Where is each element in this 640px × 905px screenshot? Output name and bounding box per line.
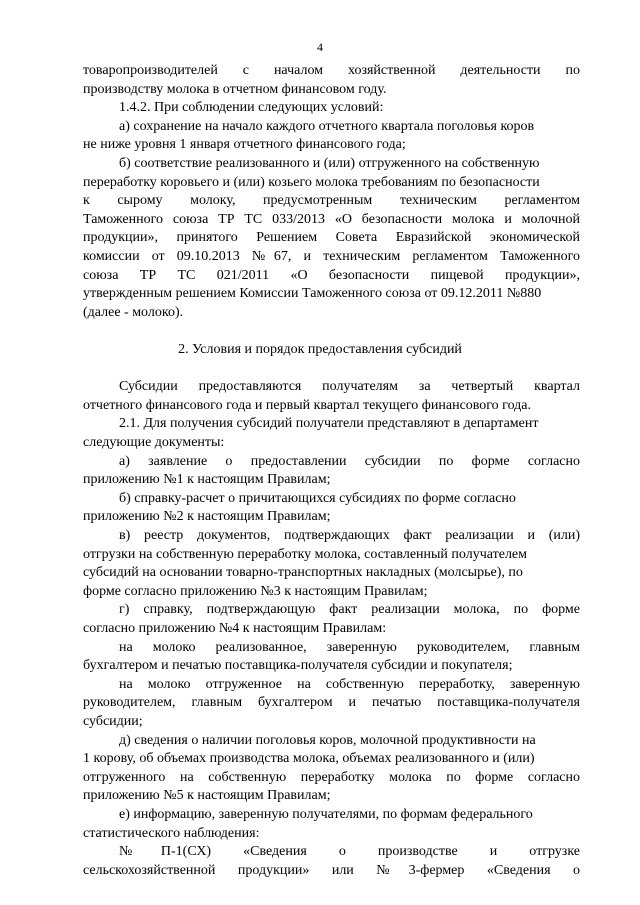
text-line: союза ТР ТС 021/2011 «О безопасности пищевой продукции»,: [83, 267, 580, 283]
text-line: №П-1(СХ) «Сведения о производстве и отгрузке: [119, 844, 580, 860]
text-line: е) информацию, заверенную получателями, по формам федерального: [119, 807, 533, 822]
text-line: комиссии от 09.10.2013 №67, и техническим регламентом Таможенного: [83, 249, 580, 264]
text-line: к сырому молоку, предусмотренным техническим регламентом: [83, 193, 580, 209]
text-line: на молоко отгруженное на собственную переработку, заверенную: [119, 676, 580, 692]
text-line: в) реестр документов, подтверждающих факт реализации и (или): [119, 528, 580, 543]
text-line: производству молока в отчетном финансовом году.: [83, 81, 387, 97]
text-line: статистического наблюдения:: [83, 825, 260, 841]
text-line: не ниже уровня 1 января отчетного финансового года;: [83, 137, 406, 153]
text-line: субсидии;: [83, 714, 143, 729]
text-line: субсидий на основании товарно-транспортных накладных (молсырье), по: [83, 565, 523, 581]
text-line: а) сохранение на начало каждого отчетного квартала поголовья коров: [119, 118, 535, 134]
text-line: продукции», принятого Решением Совета Евразийской экономической: [83, 230, 580, 246]
section-heading: 2. Условия и порядок предоставления субсидий: [178, 342, 462, 357]
text-line: б) соответствие реализованного и (или) отгруженного на собственную: [119, 156, 540, 171]
text-line: 2.1. Для получения субсидий получатели представляют в департамент: [119, 416, 539, 432]
text-line: следующие документы:: [83, 435, 225, 450]
text-line: приложению №1 к настоящим Правилам;: [83, 472, 331, 488]
text-line: д) сведения о наличии поголовья коров, молочной продуктивности на: [119, 732, 536, 748]
text-line: приложению №2 к настоящим Правилам;: [83, 509, 331, 525]
text-line: а) заявление о предоставлении субсидии по форме согласно: [119, 453, 580, 469]
text-line: утвержденным решением Комиссии Таможенного союза от 09.12.2011 №880: [83, 286, 542, 302]
page-number: 4: [317, 40, 323, 54]
text-line: приложению №5 к настоящим Правилам;: [83, 788, 331, 804]
text-line: Таможенного союза ТР ТС 033/2013 «О безопасности молока и молочной: [83, 211, 580, 227]
text-line: Субсидии предоставляются получателям за четвертый квартал: [119, 379, 580, 395]
text-line: отгруженного на собственную переработку молока по форме согласно: [83, 769, 580, 785]
text-line: переработку коровьего и (или) козьего молока требованиям по безопасности: [83, 174, 540, 190]
text-line: товаропроизводителей с началом хозяйственной деятельности по: [83, 63, 580, 78]
text-line: отгрузки на собственную переработку молока, составленный получателем: [83, 546, 528, 562]
text-line: форме согласно приложению №3 к настоящим Правилам;: [83, 583, 428, 599]
text-line: согласно приложению №4 к настоящим Правилам:: [83, 621, 387, 636]
text-line: на молоко реализованное, заверенную руководителем, главным: [119, 639, 580, 655]
text-line: (далее - молоко).: [83, 304, 184, 320]
text-line: отчетного финансового года и первый квартал текущего финансового года.: [83, 397, 532, 413]
text-line: руководителем, главным бухгалтером и печатью поставщика-получателя: [83, 695, 580, 711]
text-line: 1.4.2. При соблюдении следующих условий:: [119, 100, 384, 116]
text-line: сельскохозяйственной продукции» или №3-фермер «Сведения о: [83, 862, 580, 878]
text-line: г) справку, подтверждающую факт реализации молока, по форме: [119, 602, 580, 618]
text-line: 1 корову, об объемах производства молока, объемах реализованного и (или): [83, 751, 535, 767]
text-line: б) справку-расчет о причитающихся субсидиях по форме согласно: [119, 490, 516, 506]
text-line: бухгалтером и печатью поставщика-получателя субсидии и покупателя;: [83, 658, 513, 674]
